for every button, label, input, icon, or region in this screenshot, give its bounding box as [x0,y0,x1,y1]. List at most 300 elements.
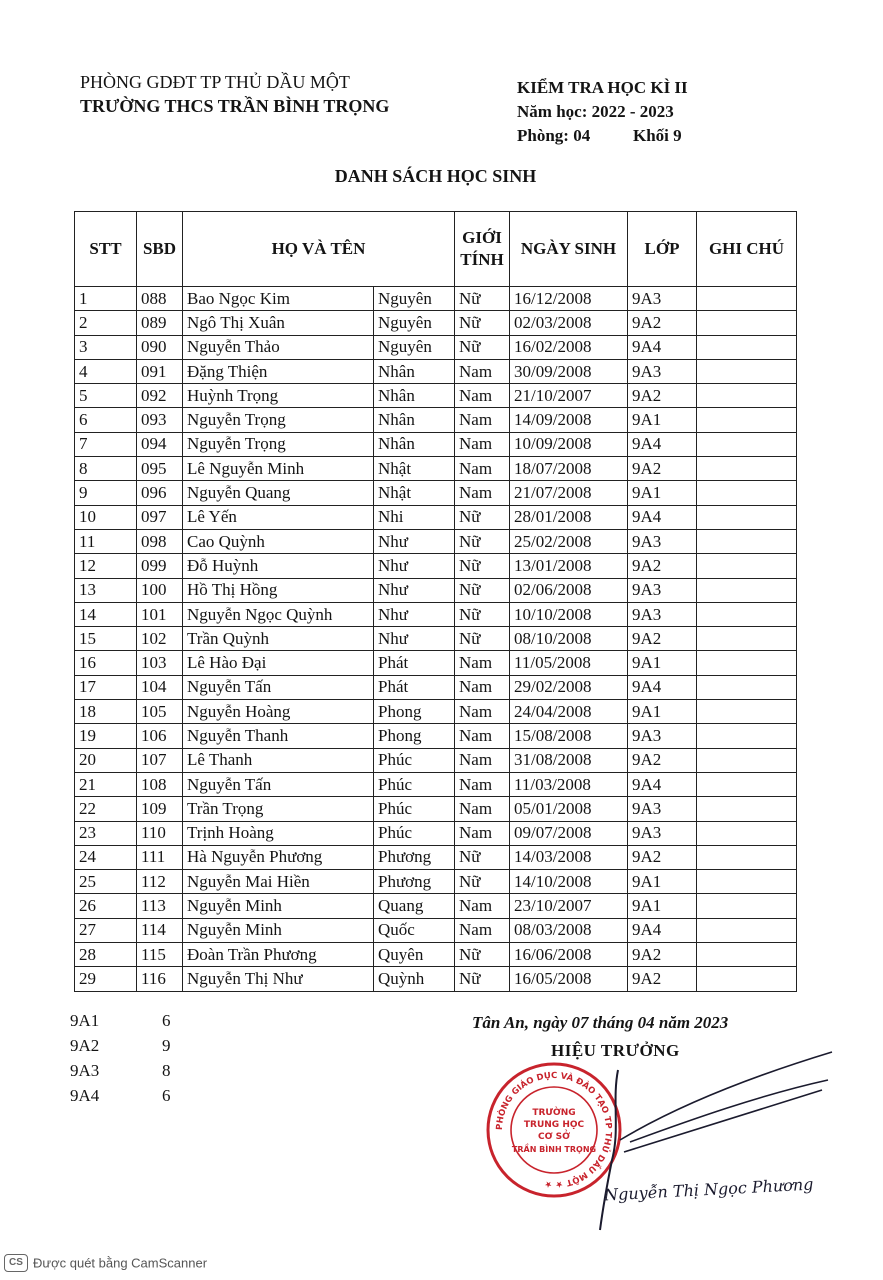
cell-stt: 3 [75,335,137,359]
cell-first-name: Bao Ngọc Kim [183,287,374,311]
cell-sbd: 107 [137,748,183,772]
cell-first-name: Lê Hào Đại [183,651,374,675]
cell-last-name: Phương [374,870,455,894]
cell-stt: 1 [75,287,137,311]
cell-dob: 10/09/2008 [510,432,628,456]
tally-class: 9A3 [70,1061,100,1080]
tally-count: 8 [162,1061,171,1080]
student-table [74,211,797,992]
signer-name: Nguyễn Thị Ngọc Phương [603,1174,814,1205]
cell-first-name: Nguyễn Thị Như [183,967,374,991]
cell-dob: 29/02/2008 [510,675,628,699]
cell-first-name: Nguyễn Quang [183,481,374,505]
cell-dob: 02/03/2008 [510,311,628,335]
grade-level: Khối 9 [633,126,682,145]
cell-last-name: Quỳnh [374,967,455,991]
cell-sbd: 098 [137,529,183,553]
cell-note [697,724,797,748]
cell-first-name: Lê Nguyễn Minh [183,457,374,481]
exam-name: KIỂM TRA HỌC KÌ II [517,78,688,97]
cell-last-name: Nhật [374,457,455,481]
cell-first-name: Hà Nguyễn Phương [183,845,374,869]
cell-class: 9A3 [628,602,697,626]
cell-gender: Nam [455,359,510,383]
cell-sbd: 112 [137,870,183,894]
cell-class: 9A3 [628,797,697,821]
cell-stt: 5 [75,384,137,408]
cell-first-name: Trần Trọng [183,797,374,821]
cell-class: 9A4 [628,675,697,699]
table-header-row [75,212,797,287]
table-row [75,724,797,748]
cell-last-name: Như [374,578,455,602]
cell-dob: 18/07/2008 [510,457,628,481]
cell-note [697,651,797,675]
cell-class: 9A2 [628,967,697,991]
table-row [75,481,797,505]
cell-first-name: Nguyễn Thanh [183,724,374,748]
cell-gender: Nam [455,457,510,481]
cell-class: 9A3 [628,359,697,383]
cell-class: 9A3 [628,724,697,748]
cell-note [697,943,797,967]
cell-stt: 12 [75,554,137,578]
cell-first-name: Đoàn Trần Phương [183,943,374,967]
cell-dob: 11/05/2008 [510,651,628,675]
cell-sbd: 089 [137,311,183,335]
cell-note [697,748,797,772]
cell-dob: 16/02/2008 [510,335,628,359]
tally-count: 9 [162,1036,171,1055]
cell-gender: Nam [455,651,510,675]
cell-first-name: Nguyễn Hoàng [183,700,374,724]
table-row [75,287,797,311]
cell-last-name: Phát [374,675,455,699]
table-row [75,918,797,942]
cell-stt: 9 [75,481,137,505]
cell-first-name: Ngô Thị Xuân [183,311,374,335]
table-row [75,359,797,383]
cell-first-name: Hồ Thị Hồng [183,578,374,602]
cell-stt: 18 [75,700,137,724]
cell-sbd: 104 [137,675,183,699]
cell-sbd: 091 [137,359,183,383]
room-number: Phòng: 04 [517,126,591,145]
cell-dob: 23/10/2007 [510,894,628,918]
cell-last-name: Phong [374,724,455,748]
cell-last-name: Nguyên [374,287,455,311]
cell-note [697,845,797,869]
cell-note [697,529,797,553]
cell-note [697,627,797,651]
cell-stt: 27 [75,918,137,942]
svg-text:TRẦN BÌNH TRỌNG: TRẦN BÌNH TRỌNG [511,1145,597,1154]
cell-sbd: 095 [137,457,183,481]
cell-note [697,967,797,991]
cell-gender: Nam [455,675,510,699]
cell-class: 9A2 [628,627,697,651]
class-tally [70,1008,171,1108]
table-row [75,384,797,408]
cell-sbd: 093 [137,408,183,432]
table-row [75,748,797,772]
cell-class: 9A4 [628,505,697,529]
table-row [75,432,797,456]
school-name: TRƯỜNG THCS TRẦN BÌNH TRỌNG [80,96,390,116]
cell-first-name: Nguyễn Trọng [183,408,374,432]
cell-last-name: Quyên [374,943,455,967]
cell-last-name: Quốc [374,918,455,942]
cell-dob: 21/07/2008 [510,481,628,505]
tally-row [70,1058,171,1083]
cell-note [697,432,797,456]
cell-class: 9A2 [628,748,697,772]
cell-dob: 08/03/2008 [510,918,628,942]
scanner-footer [4,1254,207,1272]
signer-role: HIỆU TRƯỞNG [551,1041,680,1060]
cell-note [697,408,797,432]
cell-last-name: Quang [374,894,455,918]
cell-stt: 23 [75,821,137,845]
cell-dob: 08/10/2008 [510,627,628,651]
cell-note [697,918,797,942]
cell-sbd: 090 [137,335,183,359]
cell-dob: 02/06/2008 [510,578,628,602]
cell-class: 9A3 [628,287,697,311]
cell-last-name: Nguyên [374,335,455,359]
table-row [75,772,797,796]
cell-class: 9A2 [628,845,697,869]
cell-gender: Nữ [455,602,510,626]
tally-row [70,1033,171,1058]
col-gender-line2: TÍNH [460,250,504,269]
cell-sbd: 100 [137,578,183,602]
cell-last-name: Nhân [374,384,455,408]
cell-sbd: 110 [137,821,183,845]
cell-stt: 16 [75,651,137,675]
table-row [75,408,797,432]
svg-text:CƠ SỞ: CƠ SỞ [538,1132,570,1142]
cell-dob: 13/01/2008 [510,554,628,578]
table-row [75,602,797,626]
school-year: Năm học: 2022 - 2023 [517,102,674,121]
cell-dob: 21/10/2007 [510,384,628,408]
cell-stt: 11 [75,529,137,553]
cell-first-name: Nguyễn Thảo [183,335,374,359]
table-row [75,821,797,845]
cell-gender: Nữ [455,967,510,991]
cell-class: 9A1 [628,651,697,675]
cell-sbd: 102 [137,627,183,651]
cell-note [697,384,797,408]
cell-gender: Nữ [455,627,510,651]
cell-gender: Nam [455,700,510,724]
cell-first-name: Đỗ Huỳnh [183,554,374,578]
camscanner-logo-icon: CS [4,1254,28,1272]
cell-first-name: Huỳnh Trọng [183,384,374,408]
cell-stt: 14 [75,602,137,626]
cell-class: 9A1 [628,481,697,505]
cell-first-name: Đặng Thiện [183,359,374,383]
table-row [75,578,797,602]
table-row [75,845,797,869]
table-row [75,651,797,675]
table-row [75,675,797,699]
cell-sbd: 103 [137,651,183,675]
cell-stt: 29 [75,967,137,991]
cell-class: 9A1 [628,700,697,724]
tally-count: 6 [162,1086,171,1105]
cell-class: 9A3 [628,578,697,602]
cell-stt: 7 [75,432,137,456]
cell-stt: 21 [75,772,137,796]
tally-class: 9A2 [70,1036,100,1055]
cell-stt: 2 [75,311,137,335]
cell-stt: 4 [75,359,137,383]
cell-stt: 13 [75,578,137,602]
cell-stt: 19 [75,724,137,748]
cell-sbd: 106 [137,724,183,748]
cell-stt: 20 [75,748,137,772]
table-row [75,505,797,529]
cell-last-name: Phúc [374,748,455,772]
signature-stroke-icon [560,1040,840,1240]
cell-note [697,457,797,481]
tally-row [70,1008,171,1033]
svg-text:TRUNG HỌC: TRUNG HỌC [523,1120,585,1130]
cell-last-name: Nhật [374,481,455,505]
cell-note [697,602,797,626]
cell-dob: 16/12/2008 [510,287,628,311]
cell-gender: Nữ [455,287,510,311]
cell-note [697,894,797,918]
department-name: PHÒNG GDĐT TP THỦ DẦU MỘT [80,72,350,92]
cell-dob: 14/09/2008 [510,408,628,432]
cell-class: 9A1 [628,894,697,918]
cell-sbd: 115 [137,943,183,967]
cell-class: 9A1 [628,408,697,432]
cell-sbd: 113 [137,894,183,918]
cell-dob: 09/07/2008 [510,821,628,845]
cell-first-name: Nguyễn Minh [183,894,374,918]
cell-note [697,675,797,699]
cell-last-name: Nhi [374,505,455,529]
cell-gender: Nam [455,724,510,748]
cell-gender: Nam [455,821,510,845]
cell-gender: Nữ [455,845,510,869]
cell-last-name: Phương [374,845,455,869]
cell-first-name: Cao Quỳnh [183,529,374,553]
cell-note [697,578,797,602]
cell-gender: Nam [455,797,510,821]
cell-note [697,554,797,578]
cell-sbd: 108 [137,772,183,796]
cell-stt: 24 [75,845,137,869]
cell-gender: Nam [455,408,510,432]
cell-gender: Nữ [455,943,510,967]
table-row [75,554,797,578]
cell-last-name: Phúc [374,797,455,821]
cell-class: 9A2 [628,554,697,578]
cell-gender: Nam [455,918,510,942]
cell-note [697,287,797,311]
cell-stt: 17 [75,675,137,699]
cell-first-name: Lê Yến [183,505,374,529]
cell-note [697,821,797,845]
cell-class: 9A4 [628,335,697,359]
cell-class: 9A4 [628,918,697,942]
cell-gender: Nữ [455,335,510,359]
cell-gender: Nữ [455,870,510,894]
cell-gender: Nữ [455,578,510,602]
cell-first-name: Nguyễn Tấn [183,675,374,699]
cell-first-name: Nguyễn Tấn [183,772,374,796]
table-row [75,967,797,991]
cell-class: 9A1 [628,870,697,894]
table-row [75,529,797,553]
cell-note [697,505,797,529]
cell-stt: 15 [75,627,137,651]
cell-note [697,481,797,505]
cell-stt: 22 [75,797,137,821]
cell-first-name: Nguyễn Mai Hiền [183,870,374,894]
col-gender-line1: GIỚI [462,228,502,247]
cell-note [697,700,797,724]
col-name: HỌ VÀ TÊN [183,212,455,287]
place-date: Tân An, ngày 07 tháng 04 năm 2023 [472,1013,729,1032]
room-grade-row [517,124,688,148]
col-gender [455,212,510,287]
cell-class: 9A2 [628,943,697,967]
cell-class: 9A2 [628,457,697,481]
cell-gender: Nữ [455,311,510,335]
table-row [75,627,797,651]
table-row [75,335,797,359]
cell-stt: 28 [75,943,137,967]
cell-sbd: 109 [137,797,183,821]
cell-first-name: Trịnh Hoàng [183,821,374,845]
header-left [80,70,389,118]
cell-sbd: 111 [137,845,183,869]
cell-last-name: Như [374,627,455,651]
cell-class: 9A4 [628,772,697,796]
table-body [75,287,797,992]
col-stt: STT [75,212,137,287]
cell-sbd: 097 [137,505,183,529]
cell-last-name: Phong [374,700,455,724]
cell-last-name: Nhân [374,408,455,432]
cell-dob: 16/06/2008 [510,943,628,967]
cell-stt: 26 [75,894,137,918]
table-row [75,797,797,821]
tally-class: 9A4 [70,1086,100,1105]
cell-sbd: 096 [137,481,183,505]
table-row [75,311,797,335]
cell-stt: 6 [75,408,137,432]
cell-last-name: Nhân [374,432,455,456]
cell-dob: 14/03/2008 [510,845,628,869]
cell-dob: 14/10/2008 [510,870,628,894]
cell-last-name: Phát [374,651,455,675]
cell-sbd: 092 [137,384,183,408]
table-row [75,894,797,918]
cell-stt: 25 [75,870,137,894]
cell-gender: Nữ [455,529,510,553]
cell-first-name: Trần Quỳnh [183,627,374,651]
cell-last-name: Phúc [374,821,455,845]
tally-class: 9A1 [70,1011,100,1030]
cell-note [697,311,797,335]
cell-note [697,797,797,821]
cell-class: 9A2 [628,311,697,335]
cell-class: 9A4 [628,432,697,456]
table-row [75,870,797,894]
cell-dob: 11/03/2008 [510,772,628,796]
cell-last-name: Nguyên [374,311,455,335]
cell-sbd: 116 [137,967,183,991]
cell-class: 9A3 [628,529,697,553]
cell-note [697,359,797,383]
cell-last-name: Nhân [374,359,455,383]
col-note: GHI CHÚ [697,212,797,287]
footer-text: Được quét bằng CamScanner [33,1255,208,1271]
cell-stt: 10 [75,505,137,529]
cell-dob: 15/08/2008 [510,724,628,748]
cell-first-name: Nguyễn Ngọc Quỳnh [183,602,374,626]
col-class: LỚP [628,212,697,287]
cell-gender: Nam [455,481,510,505]
cell-first-name: Nguyễn Minh [183,918,374,942]
cell-last-name: Như [374,602,455,626]
cell-dob: 16/05/2008 [510,967,628,991]
cell-sbd: 099 [137,554,183,578]
header-right [517,76,688,148]
cell-gender: Nam [455,894,510,918]
cell-dob: 28/01/2008 [510,505,628,529]
cell-note [697,772,797,796]
cell-dob: 24/04/2008 [510,700,628,724]
cell-dob: 10/10/2008 [510,602,628,626]
cell-gender: Nam [455,748,510,772]
svg-text:TRƯỜNG: TRƯỜNG [532,1108,576,1118]
cell-gender: Nữ [455,505,510,529]
cell-sbd: 094 [137,432,183,456]
cell-stt: 8 [75,457,137,481]
cell-class: 9A2 [628,384,697,408]
cell-sbd: 114 [137,918,183,942]
cell-dob: 30/09/2008 [510,359,628,383]
cell-gender: Nam [455,772,510,796]
tally-row [70,1083,171,1108]
cell-dob: 05/01/2008 [510,797,628,821]
document-title-text: DANH SÁCH HỌC SINH [334,166,537,186]
cell-last-name: Như [374,529,455,553]
cell-last-name: Phúc [374,772,455,796]
table-row [75,943,797,967]
table-row [75,700,797,724]
cell-class: 9A3 [628,821,697,845]
table-row [75,457,797,481]
col-sbd: SBD [137,212,183,287]
tally-count: 6 [162,1011,171,1030]
cell-dob: 31/08/2008 [510,748,628,772]
cell-gender: Nữ [455,554,510,578]
cell-sbd: 105 [137,700,183,724]
cell-last-name: Như [374,554,455,578]
cell-gender: Nam [455,384,510,408]
cell-note [697,870,797,894]
cell-dob: 25/02/2008 [510,529,628,553]
